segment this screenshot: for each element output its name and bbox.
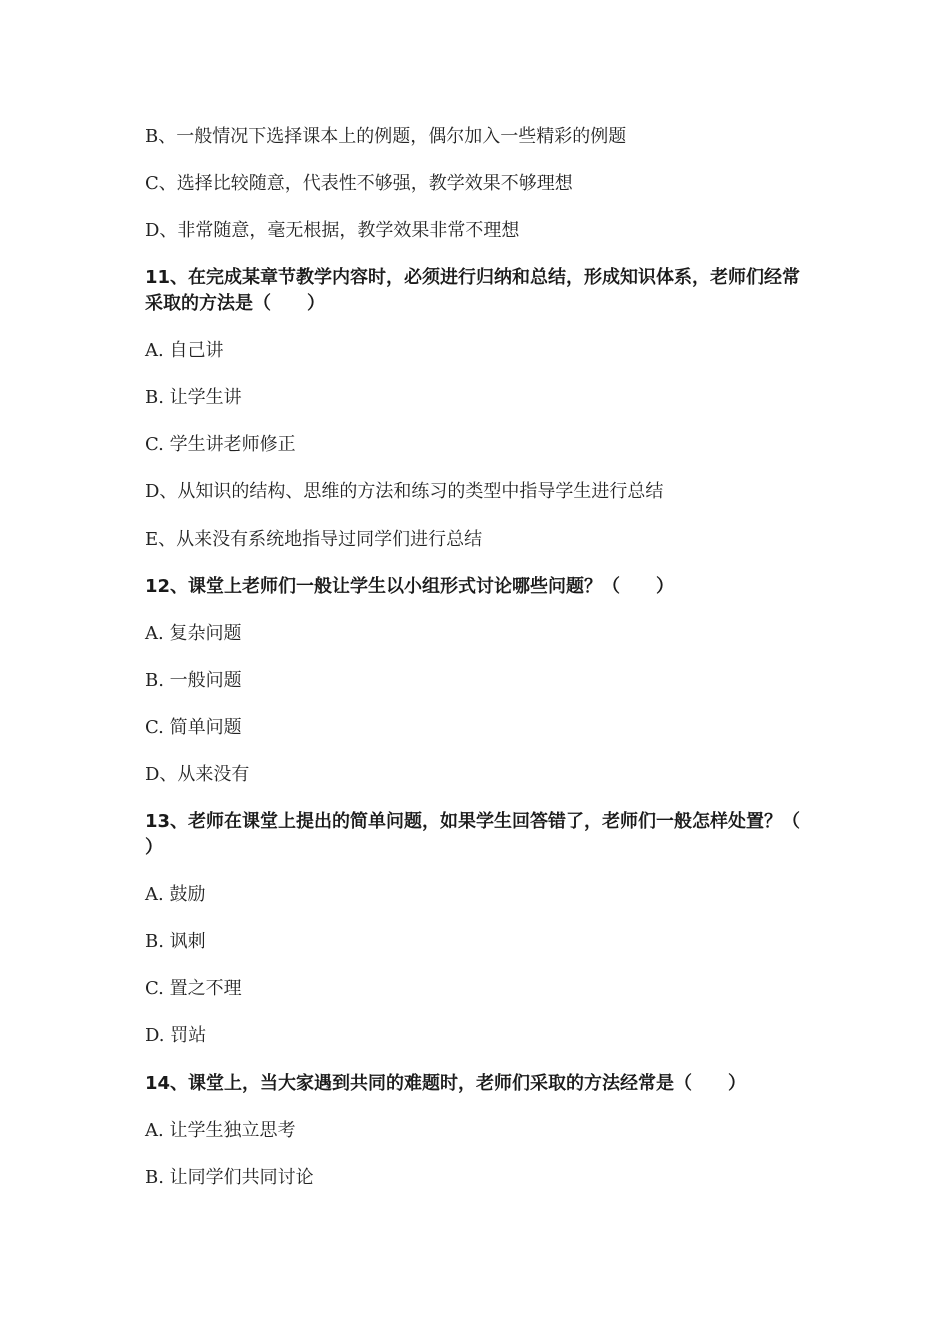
question-line: 14、课堂上，当大家遇到共同的难题时，老师们采取的方法经常是（ ） <box>145 1073 747 1094</box>
option-line: C. 简单问题 <box>145 717 242 738</box>
option-line: B. 让同学们共同讨论 <box>145 1167 314 1188</box>
option-line: D、非常随意，毫无根据，教学效果非常不理想 <box>145 220 520 241</box>
option-line: C、选择比较随意，代表性不够强，教学效果不够理想 <box>145 173 573 194</box>
option-line: D、从来没有 <box>145 764 250 785</box>
option-line: B. 讽刺 <box>145 931 206 952</box>
option-line: D. 罚站 <box>145 1025 207 1046</box>
option-line: B. 一般问题 <box>145 670 242 691</box>
question-line: 采取的方法是（ ） <box>145 293 325 314</box>
option-line: A. 自己讲 <box>145 340 224 361</box>
question-line: ） <box>145 837 163 858</box>
option-line: A. 复杂问题 <box>145 623 242 644</box>
option-line: B. 让学生讲 <box>145 387 242 408</box>
option-line: C. 置之不理 <box>145 978 242 999</box>
option-line: A. 鼓励 <box>145 884 206 905</box>
question-line: 12、课堂上老师们一般让学生以小组形式讨论哪些问题？（ ） <box>145 576 675 597</box>
option-line: B、一般情况下选择课本上的例题，偶尔加入一些精彩的例题 <box>145 126 627 147</box>
question-line: 11、在完成某章节教学内容时，必须进行归纳和总结，形成知识体系，老师们经常 <box>145 267 801 288</box>
question-line: 13、老师在课堂上提出的简单问题，如果学生回答错了，老师们一般怎样处置？（ <box>145 811 801 832</box>
option-line: C. 学生讲老师修正 <box>145 434 296 455</box>
option-line: D、从知识的结构、思维的方法和练习的类型中指导学生进行总结 <box>145 481 664 502</box>
option-line: E、从来没有系统地指导过同学们进行总结 <box>145 529 483 550</box>
option-line: A. 让学生独立思考 <box>145 1120 296 1141</box>
